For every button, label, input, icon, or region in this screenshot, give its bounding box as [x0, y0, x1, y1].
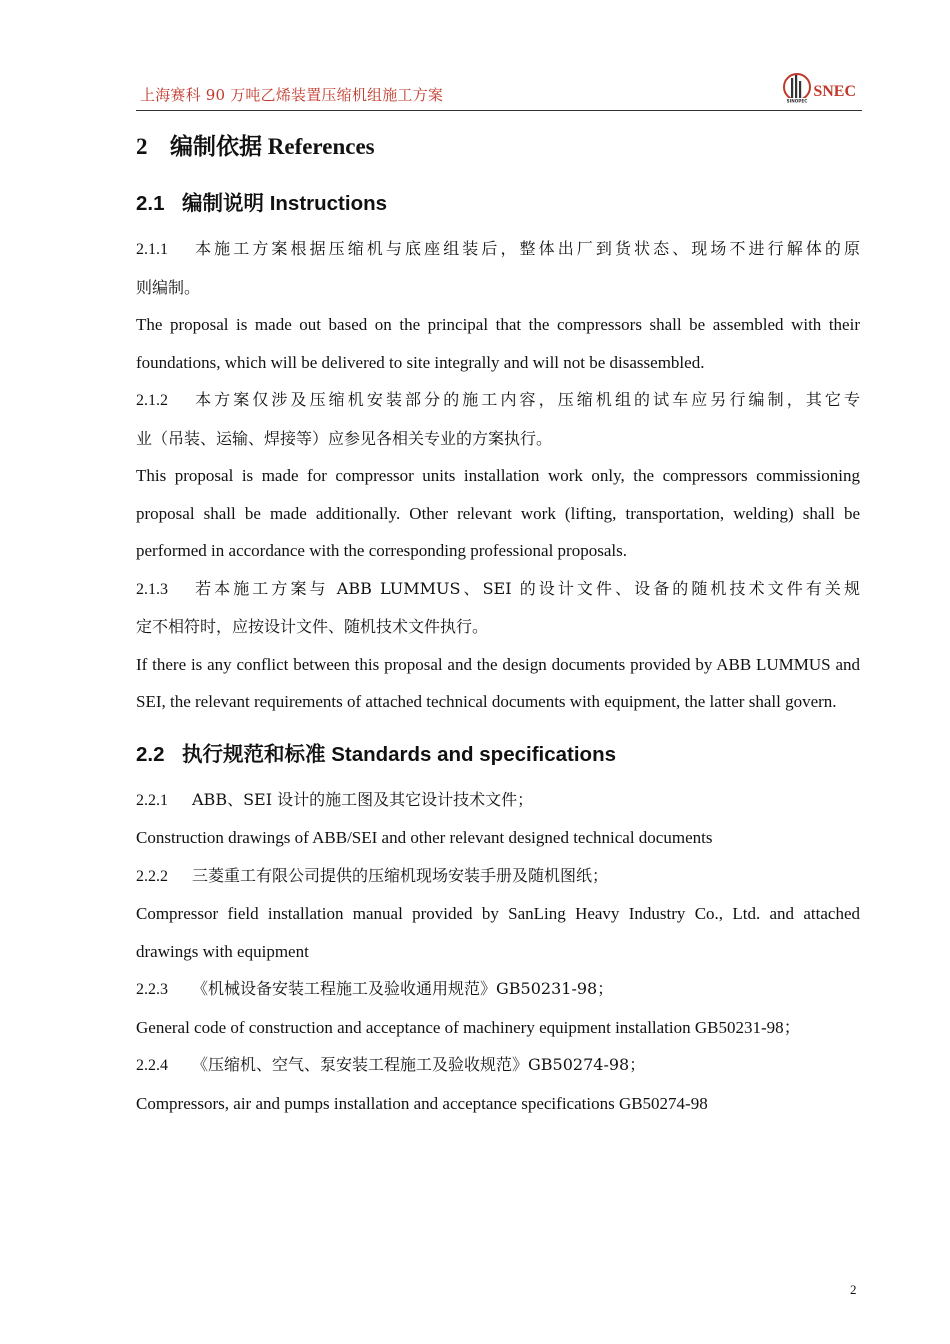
section-title: 编制说明 Instructions — [182, 192, 388, 215]
clause-en-text: If there is any conflict between this proposal and the design documents provided by ABB LUMMUS and SEI, the relevant requirements of attached technical documents with equipment, the latter shall govern. — [136, 654, 860, 711]
header-title: 上海赛科 90 万吨乙烯装置压缩机组施工方案 — [140, 86, 444, 104]
clause-zh-text: 《机械设备安装工程施工及验收通用规范》GB50231-98； — [192, 979, 614, 998]
section-2-heading — [136, 124, 860, 170]
clause-zh-text: 三菱重工有限公司提供的压缩机现场安装手册及随机图纸； — [192, 865, 609, 885]
clause-2-2-1 — [136, 781, 860, 857]
clause-zh-line — [136, 381, 860, 420]
clause-number: 2.2.4 — [136, 1057, 168, 1074]
clause-2-2-2 — [136, 857, 860, 971]
clause-zh-text: 本施工方案根据压缩机与底座组装后，整体出厂到货状态、现场不进行解体的原 — [192, 239, 860, 258]
clause-en-text: Compressors, air and pumps installation and acceptance specifications GB50274-98 — [136, 1093, 708, 1113]
clause-2-2-4 — [136, 1046, 860, 1122]
clause-zh-continuation: 定不相符时，应按设计文件、随机技术文件执行。 — [136, 617, 489, 636]
clause-zh-line — [136, 570, 860, 609]
document-body — [136, 118, 860, 1122]
clause-2-2-3 — [136, 970, 860, 1046]
clause-en-text: Compressor field installation manual provided by SanLing Heavy Industry Co., Ltd. and attached drawings with equipment — [136, 904, 860, 961]
section-number: 2 — [136, 134, 148, 159]
clause-en-text: General code of construction and acceptance of machinery equipment installation GB50231-98； — [136, 1017, 801, 1037]
section-number: 2.1 — [136, 192, 165, 215]
logo-text: SNEC — [813, 83, 856, 100]
clause-2-1-2 — [136, 381, 860, 570]
section-title: 编制依据 References — [170, 134, 375, 159]
clause-en-text: Construction drawings of ABB/SEI and other relevant designed technical documents — [136, 828, 713, 847]
clause-number: 2.1.1 — [136, 241, 168, 258]
page-number: 2 — [850, 1282, 857, 1297]
section-2-1-heading — [136, 186, 860, 222]
clause-2-1-1 — [136, 230, 860, 381]
clause-zh-line — [136, 857, 860, 896]
clause-zh-continuation: 业（吊装、运输、焊接等）应参见各相关专业的方案执行。 — [136, 428, 553, 448]
clause-number: 2.1.2 — [136, 392, 168, 409]
clause-number: 2.2.3 — [136, 981, 168, 998]
clause-zh-line — [136, 1046, 860, 1085]
section-number: 2.2 — [136, 742, 165, 766]
clause-number: 2.1.3 — [136, 580, 168, 598]
sinopec-logo-icon — [782, 72, 812, 104]
clause-zh-text: 本方案仅涉及压缩机安装部分的施工内容，压缩机组的试车应另行编制，其它专 — [192, 390, 860, 409]
clause-en-text: This proposal is made for compressor units installation work only, the compressors commissioning proposal shall be made additionally. Other relevant work (lifting, transportation, welding) shall be performed in accordance with the corresponding professional proposals. — [136, 466, 860, 560]
page-header — [136, 70, 862, 111]
clause-zh-line — [136, 781, 860, 820]
company-logo — [782, 70, 856, 104]
clause-2-1-3 — [136, 570, 860, 721]
clause-number: 2.2.1 — [136, 791, 168, 809]
clause-en-text: The proposal is made out based on the principal that the compressors shall be assembled with their foundations, which will be delivered to site integrally and will not be disassembled. — [136, 315, 860, 372]
clause-zh-text: ABB、SEI 设计的施工图及其它设计技术文件； — [192, 789, 534, 809]
clause-zh-line — [136, 230, 860, 269]
clause-zh-line — [136, 970, 860, 1009]
logo-mark-text: SINOPEC — [786, 98, 808, 104]
section-title: 执行规范和标准 Standards and specifications — [182, 742, 616, 766]
clause-zh-continuation: 则编制。 — [136, 277, 201, 297]
clause-zh-text: 若本施工方案与 ABB LUMMUS、SEI 的设计文件、设备的随机技术文件有关规 — [192, 578, 860, 598]
clause-number: 2.2.2 — [136, 867, 168, 885]
section-2-2-heading — [136, 737, 860, 773]
clause-zh-text: 《压缩机、空气、泵安装工程施工及验收规范》GB50274-98； — [192, 1055, 646, 1074]
